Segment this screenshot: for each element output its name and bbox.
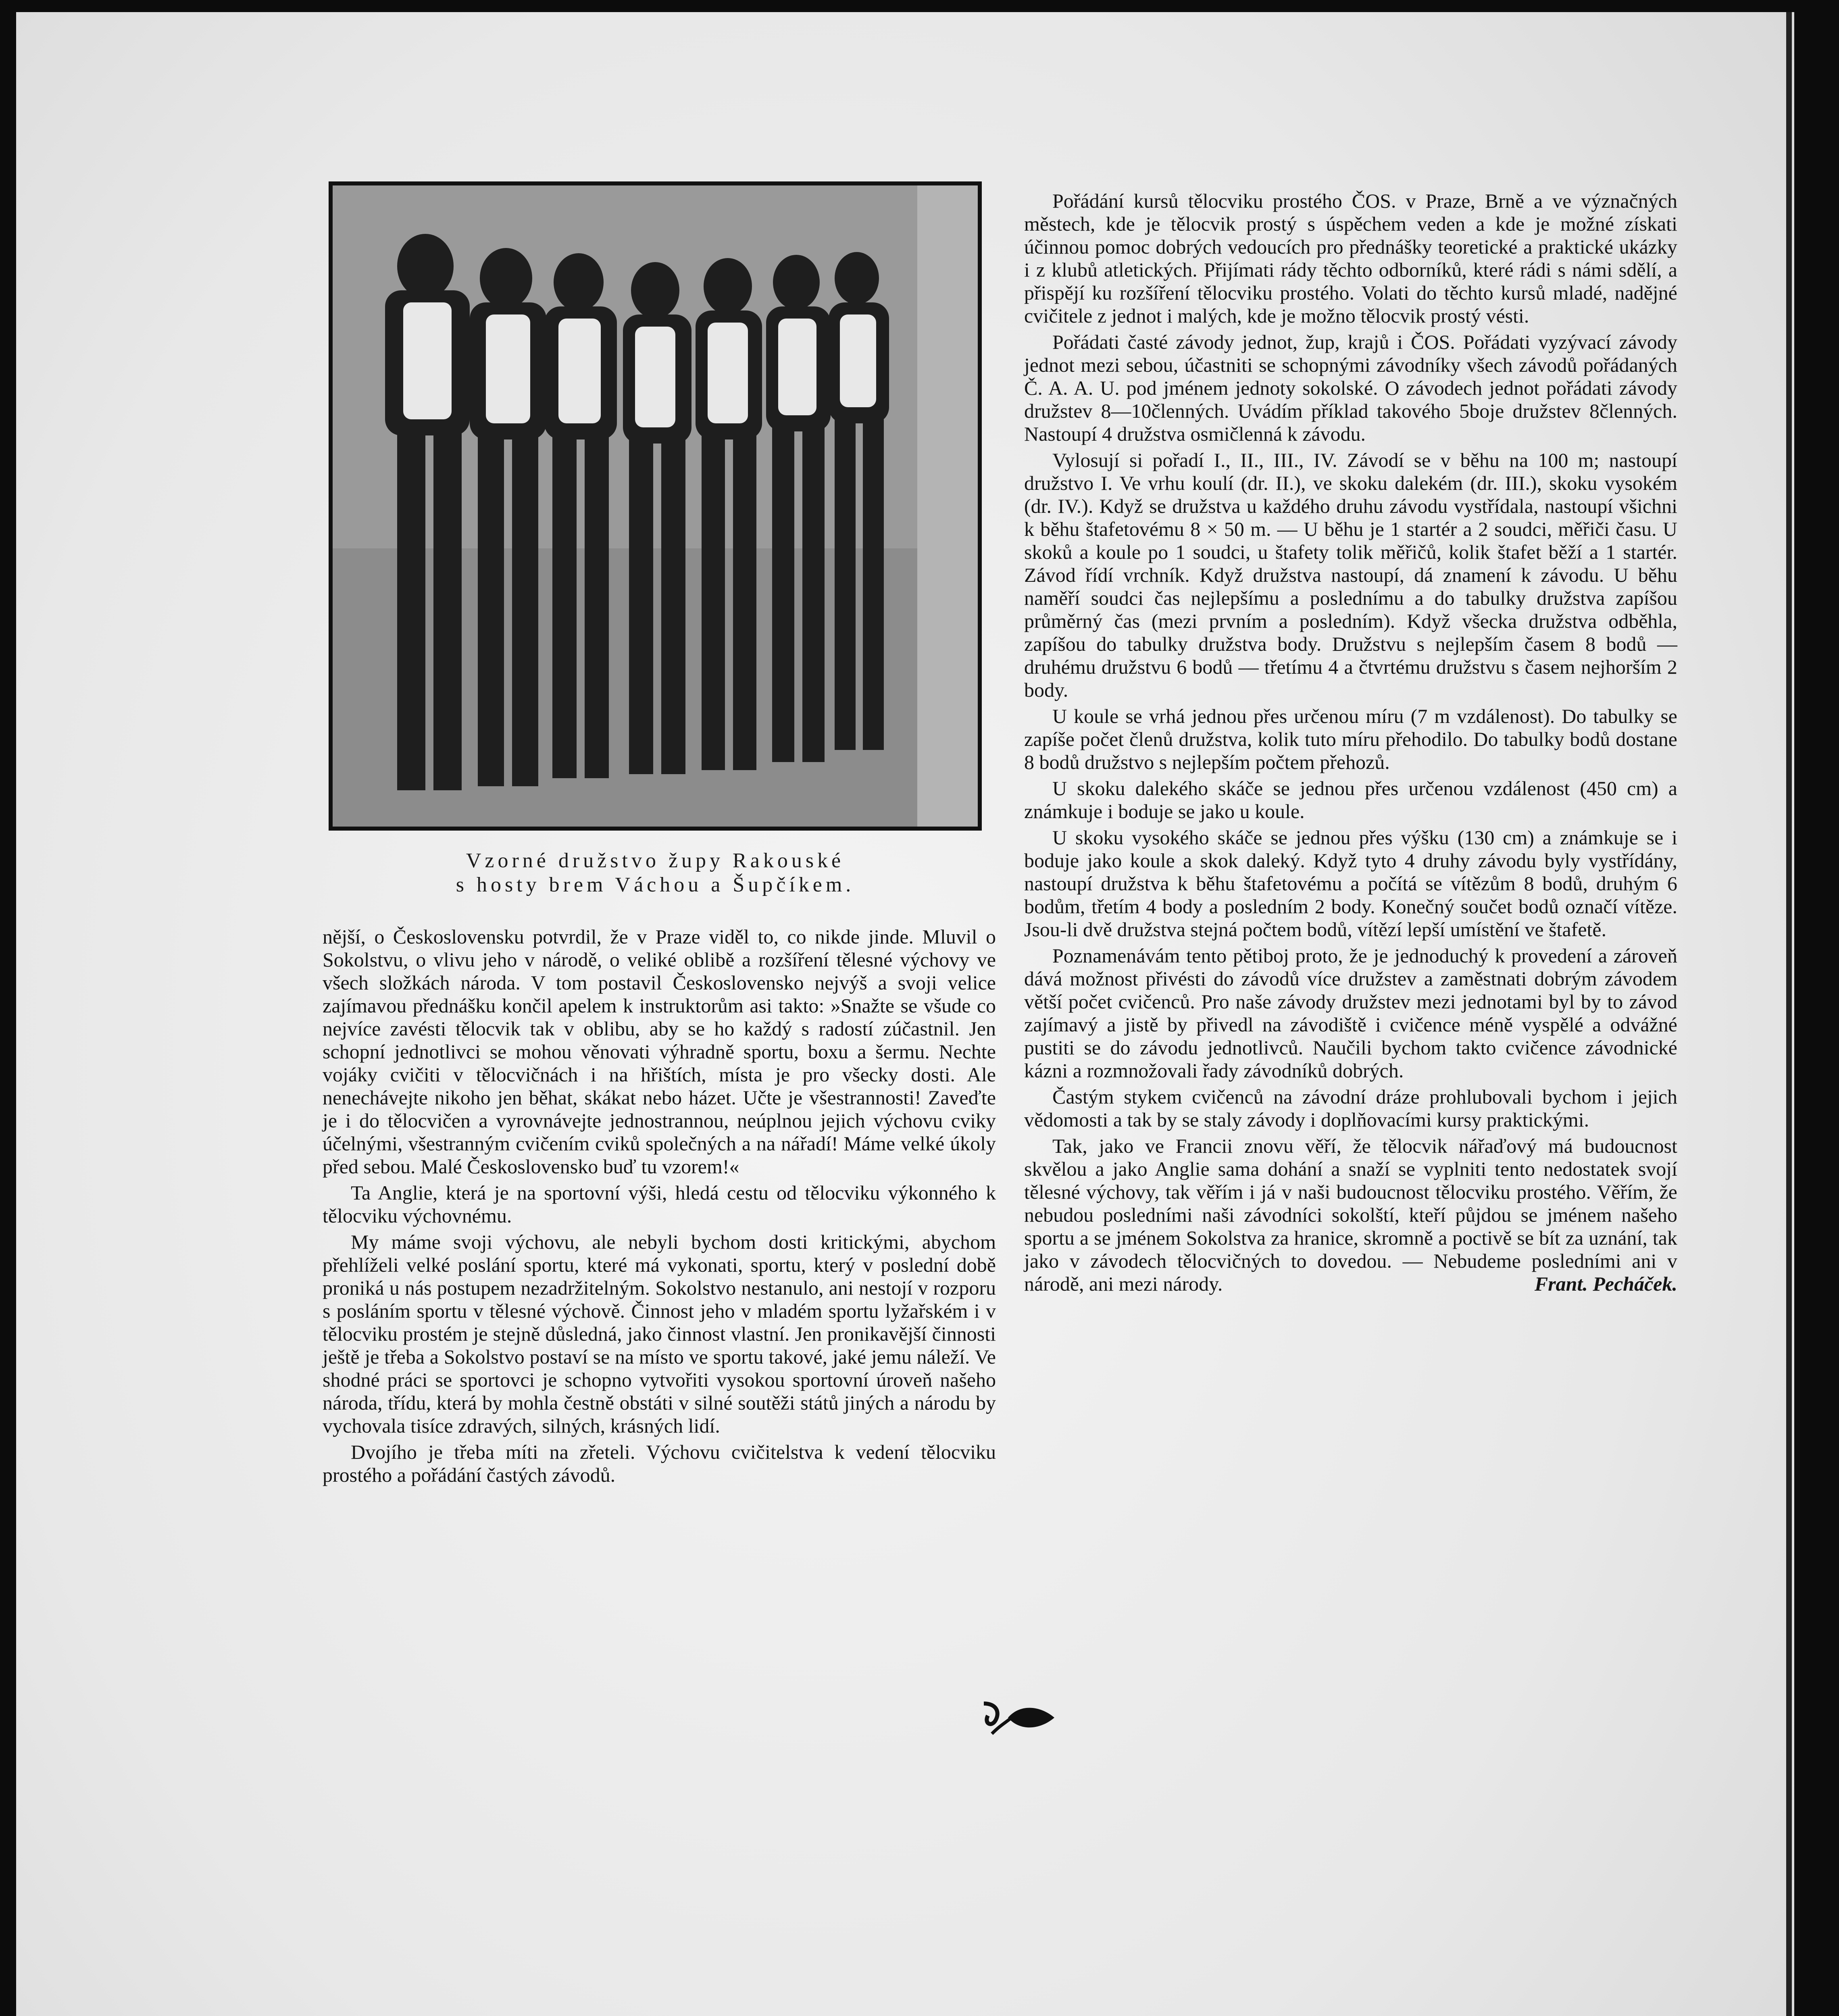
page-edge: [1786, 12, 1792, 2016]
paragraph: U koule se vrhá jednou přes určenou míru (7 m vzdálenost). Do tabulky se zapíše počet členů družstva, kolik tuto míru přehodilo. Do tabulky bodů dostane 8 bodů družstvo s nejlepším počtem přehozů.: [1024, 705, 1677, 773]
paragraph: U skoku vysokého skáče se jednou přes výšku (130 cm) a známkuje se i boduje jako koule a skok daleký. Když tyto 4 druhy závodu byly vystřídány, nastoupí družstva k běhu štafetovému a počítá se vítězům 8 bodů, druhým 6 bodům, třetím 4 body a posledním 2 body. Konečný součet bodů označí vítěze. Jsou-li dvě družstva stejná počtem bodů, vítězí lepší umístění ve štafetě.: [1024, 826, 1677, 941]
paragraph: Dvojího je třeba míti na zřeteli. Výchovu cvičitelstva k vedení tělocviku prostého a pořádání častých závodů.: [323, 1441, 996, 1486]
signature: Frant. Pecháček.: [1534, 1272, 1677, 1295]
team-photo: [329, 181, 982, 831]
paragraph: Ta Anglie, která je na sportovní výši, hledá cestu od tělocviku výkonného k tělocviku výchovnému.: [323, 1181, 996, 1227]
paragraph: Poznamenávám tento pětiboj proto, že je jednoduchý k provedení a zároveň dává možnost přivésti do závodů více družstev a zaměstnati dobrým závodem větší počet cvičenců. Pro naše závody družstev mezi jednotami byl by to závod zajímavý a jistě by přivedl na závodiště i cvičence méně vyspělé a odvážné pustiti se do závodu jednotlivců. Naučili bychom takto cvičence závodnické kázni a rozmnožovali řady závodníků dobrých.: [1024, 944, 1677, 1082]
paragraph: Pořádání kursů tělocviku prostého ČOS. v Praze, Brně a ve význačných městech, kde je tělocvik prostý s úspěchem veden a kde je možné získati účinnou pomoc dobrých vedoucích pro přednášky teoretické a praktické ukázky i z klubů atletických. Přijímati rády těchto odborníků, které rádi s námi sdělí, a přispějí ku rozšíření tělocviku prostého. Volati do těchto kursů mladé, nadějné cvičitele z jednot i malých, kde je možno tělocvik prostý vésti.: [1024, 190, 1677, 327]
magazine-page: [16, 12, 1794, 2016]
paragraph: nější, o Československu potvrdil, že v Praze viděl to, co nikde jinde. Mluvil o Sokolstvu, o vlivu jeho v národě, o veliké oblibě a rozšíření tělesné výchovy ve všech složkách národa. V tom postavil Československo nejvýš a svoji velice zajímavou přednášku končil apelem k instruktorům asi takto: »Snažte se všude co nejvíce zavésti tělocvik tak v oblibu, aby se ho každý s radostí zúčastnil. Jen schopní jednotlivci se mohou věnovati výhradně sportu, boxu a šermu. Nechte vojáky cvičiti v tělocvičnách i na hřištích, místa je pro všecky dosti. Ale nenechávejte nikoho jen běhat, skákat nebo házet. Učte je všestrannosti! Zaveďte je i do tělocvičen a vyrovnávejte jednostrannou, neúplnou jejich výchovu cviky účelnými, všestranným cvičením cviků společných a na nářadí! Máme velké úkoly před sebou. Malé Československo buď tu vzorem!«: [323, 925, 996, 1178]
right-column: [1024, 190, 1677, 1299]
left-column: [323, 925, 996, 1490]
team-photo-icon: [333, 185, 978, 827]
paragraph: [1024, 1135, 1677, 1295]
paragraph: U skoku dalekého skáče se jednou přes určenou vzdálenost (450 cm) a známkuje i boduje se jako u koule.: [1024, 777, 1677, 823]
caption-line-2: s hosty brem Váchou a Šupčíkem.: [456, 873, 855, 896]
photo-caption: [329, 849, 982, 897]
paragraph: Častým stykem cvičenců na závodní dráze prohlubovali bychom i jejich vědomosti a tak by se staly závody i doplňovacími kursy praktickými.: [1024, 1085, 1677, 1131]
paragraph: My máme svoji výchovu, ale nebyli bychom dosti kritickými, abychom přehlíželi velké poslání sportu, které má vykonati, sportu, který v poslední době proniká u nás postupem nezadržitelným. Sokolstvo nestanulo, ani nestojí v rozporu s posláním sportu v tělesné výchově. Činnost jeho v mladém sportu lyžařském i v tělocviku prostém je stejně důsledná, jako činnost vlastní. Jen pronikavější činnosti ještě je třeba a Sokolstvo postaví se na místo ve sportu takové, jaké jemu náleží. Ve shodné práci se sportovci je schopno vytvořiti vysokou sportovní úroveň našeho národa, třídu, která by mohla čestně obstáti v silné soutěži států jiných a národu by vychovala tisíce zdravých, silných, krásných lidí.: [323, 1231, 996, 1437]
paragraph: Pořádati časté závody jednot, žup, krajů i ČOS. Pořádati vyzývací závody jednot mezi sebou, účastniti se schopnými závodníky všech závodů pořádaných Č. A. A. U. pod jménem jednoty sokolské. O závodech jednot pořádati závody družstev 8—10členných. Uvádím příklad takového 5boje družstev 8členných. Nastoupí 4 družstva osmičlenná k závodu.: [1024, 331, 1677, 445]
paragraph-text: Tak, jako ve Francii znovu věří, že tělocvik nářaďový má budoucnost skvělou a jako Anglie sama dohání a snaží se vyplniti tento nedostatek svojí tělesné výchovy, tak věřím i já v naši budoucnost tělocviku prostého. Věřím, že nebudou posledními naši závodníci sokolští, kteří půjdou se jménem našeho sportu a se jménem Sokolstva za hranice, skromně a poctivě se bít za uznání, tak jako v závodech tělocvičných to dovedou. — Nebudeme posledními ani v národě, ani mezi národy.: [1024, 1135, 1677, 1295]
fleuron-icon: [980, 1695, 1056, 1740]
caption-line-1: Vzorné družstvo župy Rakouské: [466, 849, 845, 872]
paragraph: Vylosují si pořadí I., II., III., IV. Závodí se v běhu na 100 m; nastoupí družstvo I. Ve vrhu koulí (dr. II.), ve skoku dalekém (dr. III.), skoku vysokém (dr. IV.). Když se družstva u každého druhu závodu vystřídala, nastoupí všichni k běhu štafetovému 8 × 50 m. — U běhu je 1 startér a 2 soudci, měřiči času. U skoků a koule po 1 soudci, u štafety tolik měřičů, kolik štafet běží a 1 startér. Závod řídí vrchník. Když družstva nastoupí, dá znamení k závodu. U běhu naměří soudci čas nejlepšímu a poslednímu a do tabulky družstva zapíšou průměrný čas (mezi prvním a posledním). Když všecka družstva odběhla, zapíšou do tabulky družstva body. Družstvu s nejlepším časem 8 bodů — druhému družstvu 6 bodů — třetímu 4 a čtvrtému družstvu s časem nejhorším 2 body.: [1024, 449, 1677, 701]
